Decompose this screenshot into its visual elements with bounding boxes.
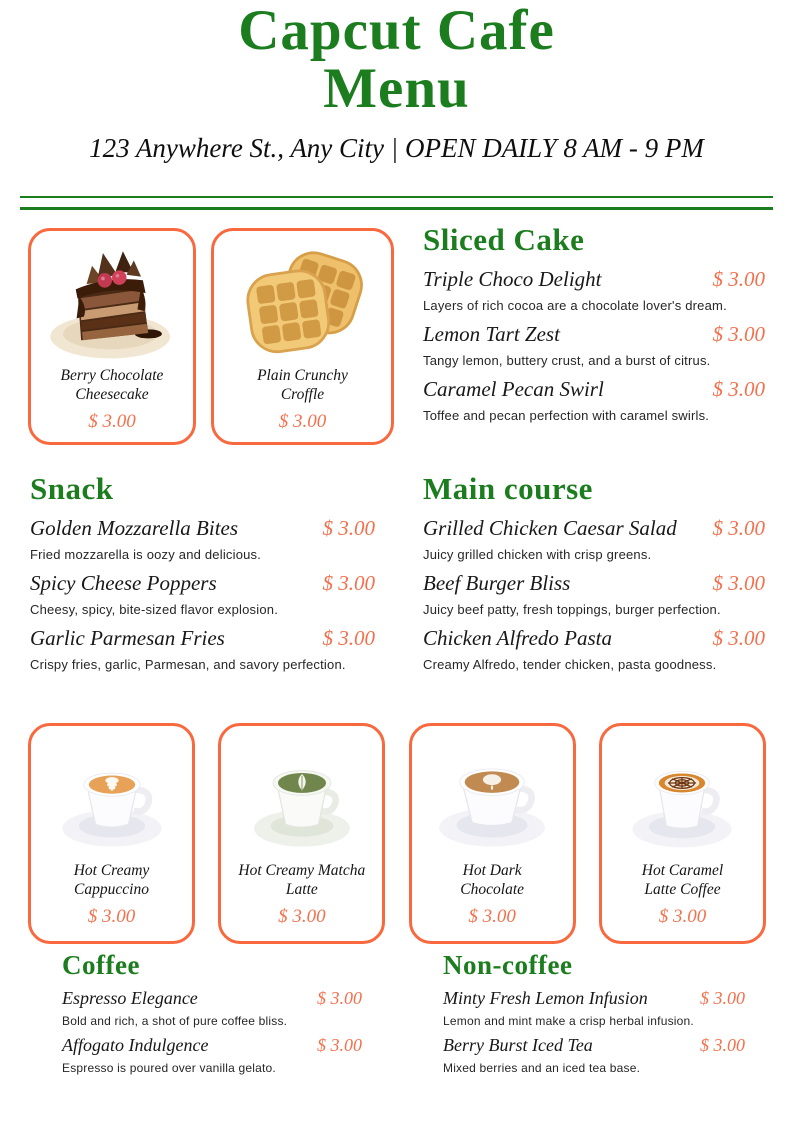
drink-card-name — [416, 862, 569, 899]
item-price: $ 3.00 — [322, 516, 375, 540]
featured-card-cheesecake — [28, 228, 196, 445]
drink-card-name-line1: Hot Creamy — [73, 862, 150, 879]
menu-item — [62, 1035, 362, 1075]
croffle-illustration — [228, 243, 378, 363]
menu-item — [423, 516, 765, 562]
section-sliced-cake — [423, 222, 765, 423]
caramel-latte-illustration — [607, 735, 757, 859]
item-description: Juicy beef patty, fresh toppings, burger perfection. — [423, 602, 721, 617]
item-name: Spicy Cheese Poppers — [30, 571, 217, 595]
item-description: Creamy Alfredo, tender chicken, pasta goodness. — [423, 657, 717, 672]
drink-card-dark-chocolate — [409, 723, 576, 944]
menu-header — [0, 2, 793, 164]
menu-item — [443, 1035, 745, 1075]
drink-card-name-line2: Chocolate — [460, 880, 525, 898]
featured-card-name-line2: Croffle — [280, 385, 325, 403]
drink-card-name — [225, 862, 378, 899]
item-description: Fried mozzarella is oozy and delicious. — [30, 547, 262, 562]
item-price: $ 3.00 — [322, 571, 375, 595]
menu-item — [423, 322, 765, 368]
featured-card-croffle — [211, 228, 394, 445]
menu-item — [30, 516, 375, 562]
item-description: Layers of rich cocoa are a chocolate lover's dream. — [423, 298, 727, 313]
item-description: Toffee and pecan perfection with caramel swirls. — [423, 408, 710, 423]
section-coffee — [62, 950, 362, 1075]
page-title-line2: Menu — [323, 57, 470, 121]
featured-card-price: $ 3.00 — [278, 411, 327, 433]
drink-card-price: $ 3.00 — [468, 906, 516, 928]
item-price: $ 3.00 — [700, 988, 745, 1008]
address-hours-line: 123 Anywhere St., Any City | OPEN DAILY 8 AM - 9 PM — [89, 133, 704, 164]
drink-card-name-line2: Cappuccino — [74, 880, 149, 898]
item-name: Affogato Indulgence — [62, 1035, 209, 1055]
dark-chocolate-image — [416, 734, 569, 860]
menu-item — [423, 377, 765, 423]
section-heading: Main course — [423, 471, 593, 506]
menu-item — [423, 626, 765, 672]
item-price: $ 3.00 — [712, 377, 765, 401]
item-price: $ 3.00 — [317, 988, 362, 1008]
drink-card-name-line1: Hot Dark — [462, 862, 522, 879]
item-description: Cheesy, spicy, bite-sized flavor explosion. — [30, 602, 279, 617]
item-description: Espresso is poured over vanilla gelato. — [62, 1061, 276, 1075]
drink-card-cappuccino — [28, 723, 195, 944]
cappuccino-illustration — [37, 735, 187, 859]
item-name: Caramel Pecan Swirl — [423, 377, 604, 401]
item-name: Garlic Parmesan Fries — [30, 626, 225, 650]
item-description: Crispy fries, garlic, Parmesan, and savory perfection. — [30, 657, 346, 672]
menu-item — [443, 988, 745, 1028]
section-main-course — [423, 471, 765, 672]
item-name: Beef Burger Bliss — [423, 571, 571, 595]
featured-card-name-line2: Cheesecake — [75, 385, 149, 403]
drink-card-name-line2: Latte — [285, 880, 318, 898]
drink-card-name-line1: Hot Creamy Matcha — [238, 862, 366, 879]
section-heading: Snack — [30, 471, 114, 506]
drink-card-caramel-latte — [599, 723, 766, 944]
section-heading: Sliced Cake — [423, 222, 585, 257]
menu-item — [62, 988, 362, 1028]
item-description: Bold and rich, a shot of pure coffee bliss. — [62, 1014, 288, 1028]
dark-chocolate-illustration — [417, 735, 567, 859]
matcha-latte-image — [225, 734, 378, 860]
featured-card-name — [37, 367, 187, 404]
item-price: $ 3.00 — [322, 626, 375, 650]
item-name: Grilled Chicken Caesar Salad — [423, 516, 677, 540]
drink-card-name-line2: Latte Coffee — [644, 880, 721, 898]
drink-card-price: $ 3.00 — [278, 906, 326, 928]
double-line-divider — [20, 196, 773, 210]
section-snack — [30, 471, 375, 672]
item-price: $ 3.00 — [712, 626, 765, 650]
page-title-line1: Capcut Cafe — [238, 0, 555, 62]
drink-card-price: $ 3.00 — [87, 906, 136, 928]
chocolate-cake-illustration — [38, 244, 186, 362]
item-price: $ 3.00 — [317, 1035, 362, 1055]
item-name: Golden Mozzarella Bites — [30, 516, 239, 540]
caramel-latte-image — [606, 734, 759, 860]
section-heading: Non-coffee — [443, 950, 573, 980]
cappuccino-image — [35, 734, 188, 860]
menu-item — [423, 571, 765, 617]
featured-card-price: $ 3.00 — [88, 411, 136, 433]
featured-card-name-line1: Berry Chocolate — [60, 367, 164, 384]
item-name: Chicken Alfredo Pasta — [423, 626, 612, 650]
item-name: Minty Fresh Lemon Infusion — [443, 988, 648, 1008]
item-name: Lemon Tart Zest — [423, 322, 560, 346]
page-title — [0, 0, 793, 121]
featured-card-name-line1: Plain Crunchy — [257, 367, 348, 384]
section-heading: Coffee — [62, 950, 140, 980]
menu-item — [423, 267, 765, 313]
item-name: Triple Choco Delight — [423, 267, 602, 291]
matcha-latte-illustration — [227, 735, 377, 859]
drink-cards-row — [28, 723, 766, 944]
item-price: $ 3.00 — [712, 322, 765, 346]
item-name: Berry Burst Iced Tea — [443, 1035, 593, 1055]
drink-card-name — [35, 862, 188, 899]
menu-item — [30, 626, 375, 672]
drink-card-name-line1: Hot Caramel — [641, 862, 724, 879]
item-price: $ 3.00 — [712, 267, 765, 291]
featured-card-name — [220, 367, 385, 404]
item-description: Lemon and mint make a crisp herbal infusion. — [443, 1014, 694, 1028]
croffle-image — [220, 241, 385, 365]
item-name: Espresso Elegance — [62, 988, 198, 1008]
drink-card-matcha-latte — [218, 723, 385, 944]
section-non-coffee — [443, 950, 745, 1075]
item-description: Juicy grilled chicken with crisp greens. — [423, 547, 652, 562]
drink-card-name — [606, 862, 759, 899]
drink-card-price: $ 3.00 — [658, 906, 707, 928]
menu-item — [30, 571, 375, 617]
item-price: $ 3.00 — [712, 516, 765, 540]
item-description: Mixed berries and an iced tea base. — [443, 1061, 641, 1075]
item-price: $ 3.00 — [712, 571, 765, 595]
chocolate-cake-image — [37, 241, 187, 365]
item-description: Tangy lemon, buttery crust, and a burst of citrus. — [423, 353, 711, 368]
item-price: $ 3.00 — [700, 1035, 745, 1055]
featured-cards-row — [28, 228, 394, 445]
